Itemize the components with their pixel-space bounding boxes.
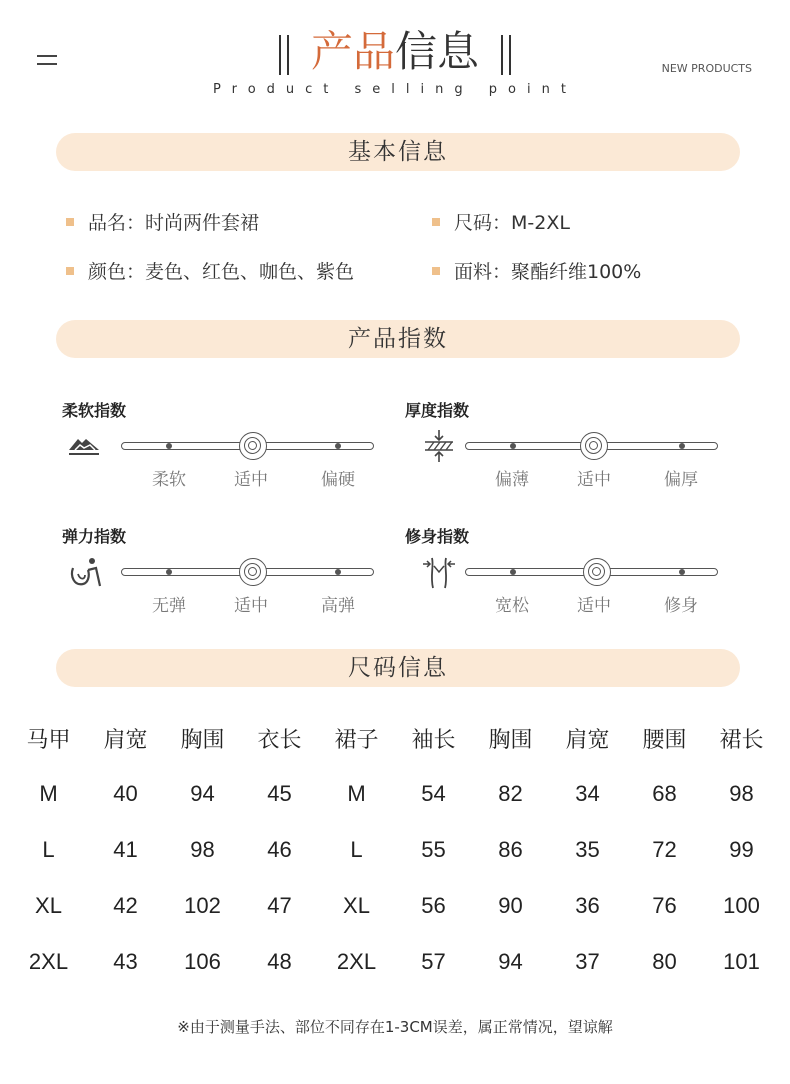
- fit-selected-marker: [583, 558, 611, 586]
- info-color-text: 颜色：麦色、红色、咖色、紫色: [88, 261, 355, 283]
- table-row: [10, 878, 780, 934]
- thickness-selected-marker: [580, 432, 608, 460]
- elasticity-label-2: 适中: [234, 596, 268, 616]
- table-cell: 82: [498, 781, 523, 806]
- thickness-title: 厚度指数: [405, 401, 470, 420]
- fit-title: 修身指数: [405, 527, 470, 546]
- table-cell: 47: [267, 893, 292, 918]
- table-header-cell: 裙子: [334, 727, 379, 753]
- table-cell: 40: [113, 781, 138, 806]
- table-row: [10, 934, 780, 990]
- table-cell: 102: [184, 893, 221, 918]
- table-cell: 98: [190, 837, 215, 862]
- table-header-cell: 胸围: [488, 727, 533, 753]
- table-cell: 94: [190, 781, 215, 806]
- table-cell: 46: [267, 837, 292, 862]
- new-products-label: NEW PRODUCTS: [661, 62, 752, 75]
- elasticity-title: 弹力指数: [62, 527, 127, 546]
- table-cell: 2XL: [28, 949, 69, 974]
- table-cell: 72: [652, 837, 677, 862]
- table-cell: 35: [575, 837, 600, 862]
- table-header-cell: 肩宽: [103, 727, 148, 753]
- table-cell: 57: [421, 949, 446, 974]
- table-cell: XL: [35, 893, 62, 918]
- table-cell: 90: [498, 893, 523, 918]
- info-color: [66, 257, 354, 284]
- elastic-icon: [68, 556, 104, 592]
- table-cell: 45: [267, 781, 292, 806]
- table-cell: L: [350, 837, 363, 862]
- softness-marker-3: [335, 443, 341, 449]
- table-header-cell: 肩宽: [565, 727, 610, 753]
- table-cell: 56: [421, 893, 446, 918]
- elasticity-selected-marker: [239, 558, 267, 586]
- table-header-cell: 裙长: [719, 727, 764, 753]
- info-name-text: 品名：时尚两件套裙: [88, 212, 260, 234]
- table-cell: 99: [729, 837, 754, 862]
- table-cell: 37: [575, 949, 600, 974]
- thickness-marker-1: [510, 443, 516, 449]
- table-cell: 100: [723, 893, 760, 918]
- info-size: [432, 208, 570, 235]
- softness-label-3: 偏硬: [321, 470, 355, 490]
- size-table: [10, 710, 780, 990]
- title-accent: 产品: [310, 27, 395, 76]
- softness-label-2: 适中: [234, 470, 268, 490]
- elasticity-label-1: 无弹: [152, 596, 186, 616]
- table-cell: 80: [652, 949, 677, 974]
- thickness-label-1: 偏薄: [495, 470, 529, 490]
- table-cell: M: [347, 781, 366, 806]
- table-cell: XL: [343, 893, 370, 918]
- table-cell: 43: [113, 949, 138, 974]
- table-header-cell: 马甲: [26, 727, 71, 753]
- table-cell: 101: [723, 949, 760, 974]
- softness-title: 柔软指数: [62, 401, 127, 420]
- thickness-label-3: 偏厚: [664, 470, 698, 490]
- table-cell: 2XL: [336, 949, 377, 974]
- title-main: 信息: [395, 27, 480, 76]
- section-size-info: 尺码信息: [56, 649, 740, 687]
- table-cell: 106: [184, 949, 221, 974]
- table-cell: 34: [575, 781, 600, 806]
- fit-icon: [421, 556, 457, 592]
- table-cell: 42: [113, 893, 138, 918]
- elasticity-marker-1: [166, 569, 172, 575]
- table-cell: 68: [652, 781, 677, 806]
- title-right-bars: [497, 35, 515, 75]
- bullet-icon: [66, 218, 74, 226]
- info-fabric: [432, 257, 641, 284]
- soft-icon: [66, 428, 102, 464]
- table-cell: 86: [498, 837, 523, 862]
- fit-label-1: 宽松: [495, 596, 529, 616]
- section-product-index: 产品指数: [56, 320, 740, 358]
- table-header-cell: 衣长: [257, 727, 302, 753]
- table-cell: 48: [267, 949, 292, 974]
- table-cell: 55: [421, 837, 446, 862]
- fit-marker-1: [510, 569, 516, 575]
- fit-label-3: 修身: [664, 596, 698, 616]
- table-cell: L: [42, 837, 55, 862]
- table-row: [10, 822, 780, 878]
- table-header-cell: 腰围: [642, 727, 687, 753]
- info-size-text: 尺码：M-2XL: [454, 212, 570, 234]
- softness-marker-1: [166, 443, 172, 449]
- bullet-icon: [66, 267, 74, 275]
- table-header-cell: 袖长: [411, 727, 456, 753]
- thickness-label-2: 适中: [577, 470, 611, 490]
- fit-marker-3: [679, 569, 685, 575]
- bullet-icon: [432, 218, 440, 226]
- table-row: [10, 766, 780, 822]
- table-cell: M: [39, 781, 58, 806]
- thickness-marker-3: [679, 443, 685, 449]
- bullet-icon: [432, 267, 440, 275]
- table-header-row: [10, 710, 780, 766]
- table-cell: 41: [113, 837, 138, 862]
- table-cell: 94: [498, 949, 523, 974]
- table-cell: 36: [575, 893, 600, 918]
- measurement-note: ※由于测量手法、部位不同存在1-3CM误差，属正常情况，望谅解: [177, 1018, 613, 1036]
- elasticity-marker-3: [335, 569, 341, 575]
- title-left-bars: [275, 35, 293, 75]
- elasticity-label-3: 高弹: [321, 596, 355, 616]
- softness-label-1: 柔软: [152, 470, 186, 490]
- section-basic-info: 基本信息: [56, 133, 740, 171]
- softness-selected-marker: [239, 432, 267, 460]
- page-subtitle: Product selling point: [213, 82, 577, 97]
- table-cell: 98: [729, 781, 754, 806]
- table-header-cell: 胸围: [180, 727, 225, 753]
- table-cell: 54: [421, 781, 446, 806]
- info-fabric-text: 面料：聚酯纤维100%: [454, 261, 642, 283]
- thickness-icon: [421, 428, 457, 464]
- fit-label-2: 适中: [577, 596, 611, 616]
- info-name: [66, 208, 259, 235]
- table-cell: 76: [652, 893, 677, 918]
